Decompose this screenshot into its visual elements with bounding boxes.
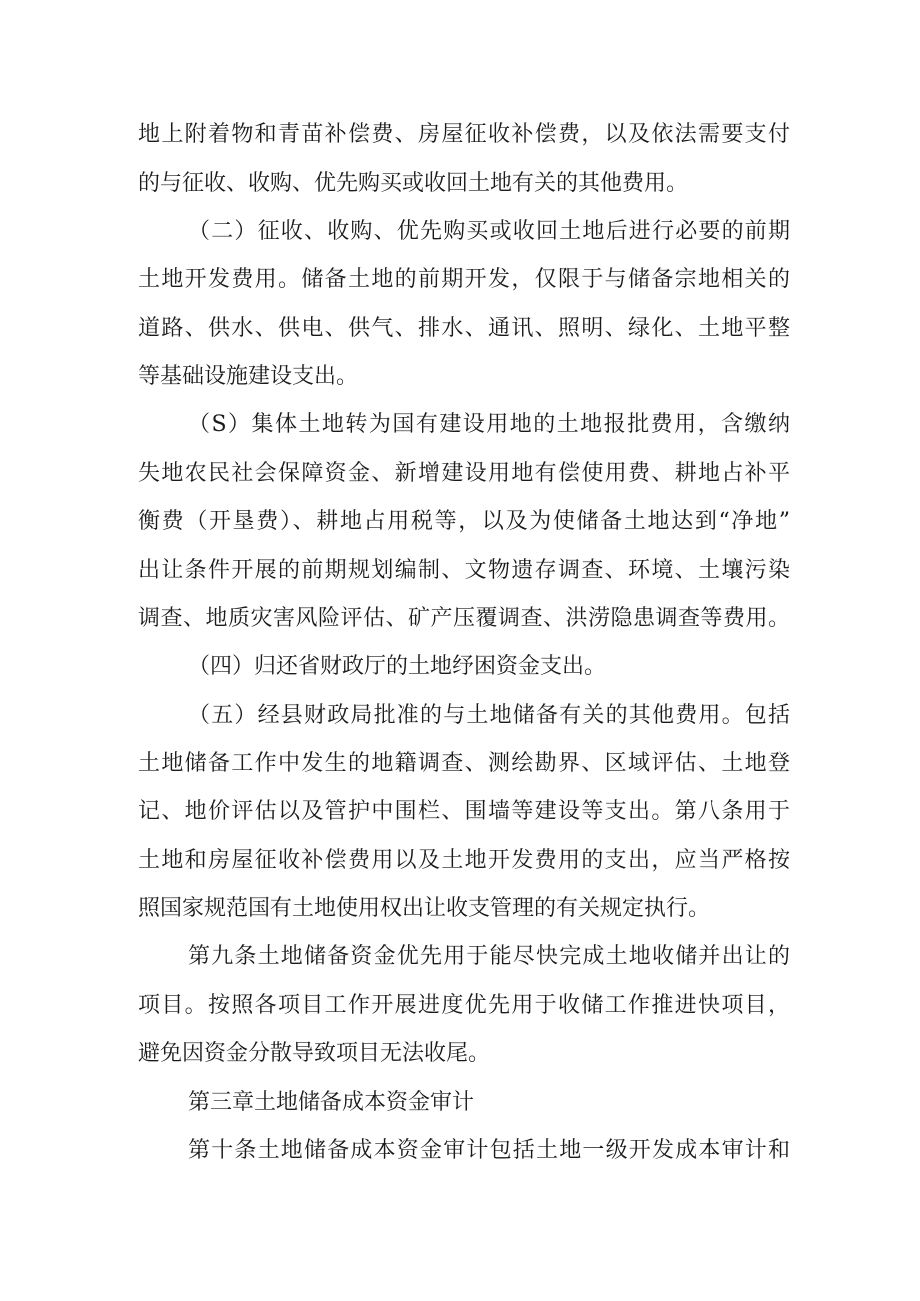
- text-line-7: （S）集体土地转为国有建设用地的土地报批费用，含缴纳: [188, 412, 790, 437]
- text-line-8: 失地农民社会保障资金、新增建设用地有偿使用费、耕地占补平: [138, 461, 790, 486]
- text-line-16: 土地和房屋征收补偿费用以及土地开发费用的支出，应当严格按: [138, 848, 790, 873]
- text-line-1: 地上附着物和青苗补偿费、房屋征收补偿费，以及依法需要支付: [138, 122, 790, 147]
- text-line-11: 调查、地质灾害风险评估、矿产压覆调查、洪涝隐患调查等费用。: [138, 606, 790, 631]
- text-line-22: 第十条土地储备成本资金审计包括土地一级开发成本审计和: [188, 1138, 790, 1163]
- text-line-18: 第九条土地储备资金优先用于能尽快完成土地收储并出让的: [188, 944, 790, 969]
- text-line-20: 避免因资金分散导致项目无法收尾。: [138, 1041, 491, 1066]
- text-line-17: 照国家规范国有土地使用权出让收支管理的有关规定执行。: [138, 896, 711, 921]
- text-line-19: 项目。按照各项目工作开展进度优先用于收储工作推进快项目，: [138, 993, 790, 1018]
- text-line-14: 土地储备工作中发生的地籍调查、测绘勘界、区域评估、土地登: [138, 751, 790, 776]
- text-line-10: 出让条件开展的前期规划编制、文物遗存调查、环境、土壤污染: [138, 558, 790, 583]
- text-line-9: 衡费（开垦费）、耕地占用税等，以及为使储备土地达到“净地”: [138, 509, 790, 534]
- text-line-15: 记、地价评估以及管护中围栏、围墙等建设等支出。第八条用于: [138, 799, 790, 824]
- text-line-5: 道路、供水、供电、供气、排水、通讯、照明、绿化、土地平整: [138, 316, 790, 341]
- text-line-3: （二）征收、收购、优先购买或收回土地后进行必要的前期: [188, 219, 790, 244]
- text-line-2: 的与征收、收购、优先购买或收回土地有关的其他费用。: [138, 171, 689, 196]
- text-line-6: 等基础设施建设支出。: [138, 364, 359, 389]
- text-line-12: （四）归还省财政厅的土地纾困资金支出。: [188, 654, 607, 679]
- text-line-4: 土地开发费用。储备土地的前期开发，仅限于与储备宗地相关的: [138, 267, 790, 292]
- text-line-13: （五）经县财政局批准的与土地储备有关的其他费用。包括: [188, 703, 790, 728]
- chapter-heading: 第三章土地储备成本资金审计: [188, 1090, 475, 1115]
